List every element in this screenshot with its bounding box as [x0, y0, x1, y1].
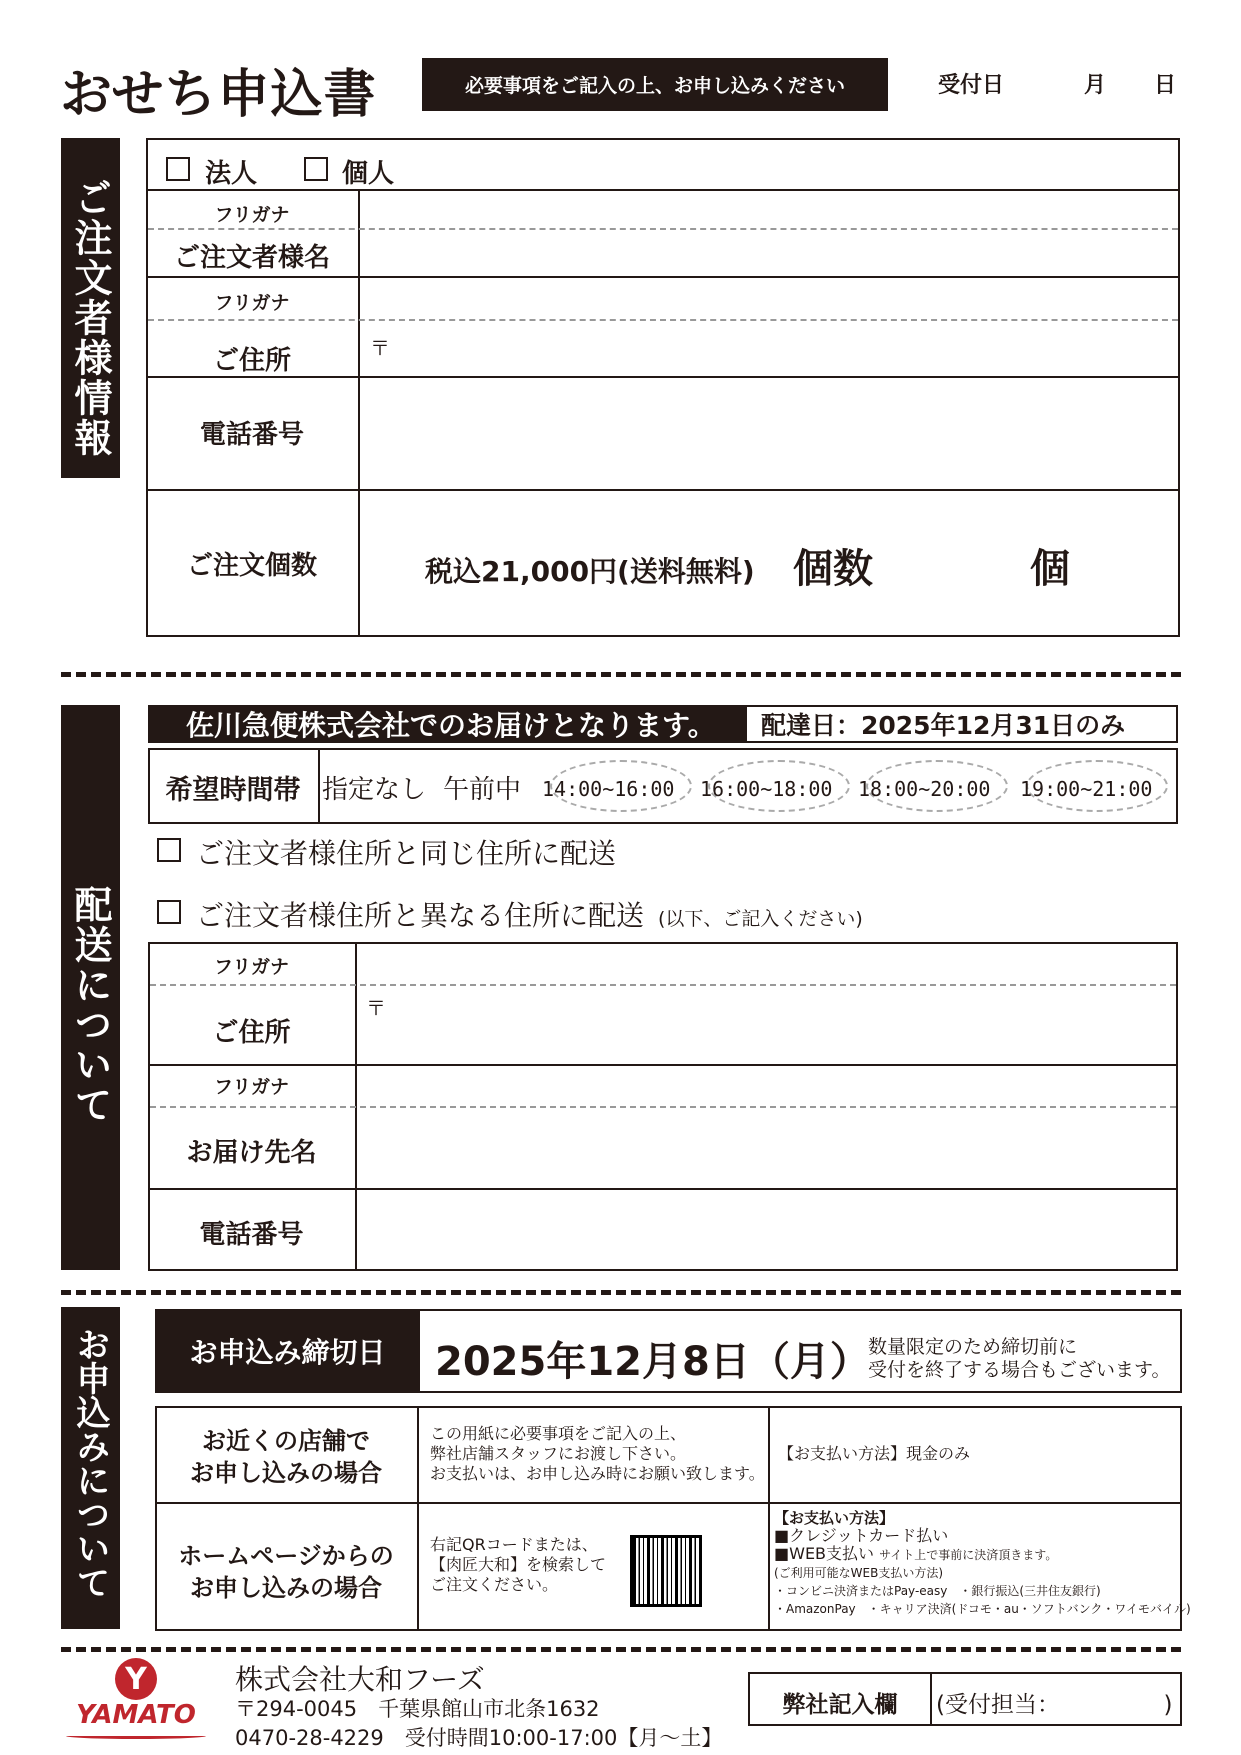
store-description	[430, 1424, 765, 1484]
delivery-phone-field[interactable]	[357, 1190, 1176, 1269]
logo-icon: Y	[115, 1658, 157, 1700]
store-label-line-2: お申し込みの場合	[190, 1459, 382, 1487]
name-furigana-field[interactable]	[360, 191, 1178, 227]
deadline-label: お申込み締切日	[155, 1309, 420, 1393]
logo-text: YAMATO	[76, 1700, 196, 1730]
store-payment: 【お支払い方法】現金のみ	[778, 1444, 971, 1463]
web-pay-methods-2: ・AmazonPay ・キャリア決済(ドコモ・au・ソフトバンク・ワイモバイル)	[774, 1602, 1191, 1616]
deadline-note-2: 受付を終了する場合もございます。	[868, 1359, 1171, 1381]
delivery-furigana-label: フリガナ	[213, 956, 290, 978]
web-description	[430, 1535, 606, 1595]
address-furigana-label: フリガナ	[214, 292, 290, 314]
company-address: 〒294-0045 千葉県館山市北条1632	[235, 1697, 600, 1721]
quantity-unit: 個	[1030, 546, 1070, 592]
web-pay-web: ■WEB支払い	[774, 1544, 875, 1563]
delivery-address-field[interactable]	[357, 986, 1176, 1063]
delivery-address-label: ご住所	[212, 1018, 291, 1048]
web-desc-line-1: 右記QRコードまたは、	[430, 1535, 598, 1554]
time-option-14-16[interactable]: 14:00~16:00	[542, 777, 675, 801]
company-phone: 0470-28-4229 受付時間10:00-17:00【月～土】	[235, 1726, 723, 1750]
customer-address-label: ご住所	[212, 346, 291, 376]
dest-furigana-label: フリガナ	[213, 1076, 290, 1098]
different-address-note: (以下、ご記入ください)	[658, 908, 863, 930]
month-label: 月	[1084, 73, 1107, 98]
day-label: 日	[1154, 73, 1177, 98]
web-label-line-1: ホームページからの	[178, 1542, 394, 1570]
customer-address-field[interactable]	[360, 321, 1178, 375]
web-pay-methods-title: (ご利用可能なWEB支払い方法)	[774, 1566, 944, 1580]
time-option-19-21[interactable]: 19:00~21:00	[1020, 777, 1153, 801]
different-address-label: ご注文者様住所と異なる住所に配送	[196, 899, 645, 932]
received-date-label: 受付日	[938, 73, 1005, 98]
logo-swoosh	[66, 1733, 206, 1739]
web-pay-credit: ■クレジットカード払い	[774, 1526, 949, 1545]
store-label-line-1: お近くの店舗で	[202, 1427, 370, 1455]
web-pay-methods-1: ・コンビニ決済またはPay-easy ・銀行振込(三井住友銀行)	[774, 1584, 1101, 1598]
time-slot-label: 希望時間帯	[165, 775, 301, 806]
delivery-postal-mark: 〒	[366, 996, 386, 1020]
application-tab: お申込みについて	[61, 1307, 120, 1629]
individual-checkbox[interactable]	[304, 157, 328, 181]
web-method-label	[157, 1540, 415, 1604]
corporate-label: 法人	[205, 159, 258, 189]
customer-info-tab: ご注文者様情報	[61, 138, 120, 478]
web-pay-web-note: サイト上で事前に決済頂きます。	[879, 1548, 1058, 1562]
web-desc-line-2: 【肉匠大和】を検索して	[430, 1555, 607, 1574]
notice-banner: 必要事項をご記入の上、お申し込みください	[422, 58, 888, 111]
web-payment-info	[774, 1509, 1191, 1618]
postal-mark: 〒	[370, 336, 390, 360]
time-option-none[interactable]: 指定なし	[322, 775, 427, 805]
store-method-label	[157, 1425, 415, 1489]
customer-name-field[interactable]	[360, 230, 1178, 275]
order-quantity-label: ご注文個数	[186, 551, 317, 581]
store-desc-line-2: 弊社店舗スタッフにお渡し下さい。	[430, 1444, 687, 1463]
name-furigana-label: フリガナ	[214, 204, 290, 226]
web-pay-title: 【お支払い方法】	[774, 1509, 895, 1527]
corporate-checkbox[interactable]	[166, 157, 190, 181]
store-desc-line-1: この用紙に必要事項をご記入の上、	[430, 1424, 687, 1443]
quantity-word: 個数	[793, 546, 873, 592]
customer-phone-label: 電話番号	[199, 420, 304, 450]
different-address-checkbox[interactable]	[157, 900, 181, 924]
web-desc-line-3: ご注文ください。	[430, 1575, 559, 1594]
deadline-note-1: 数量限定のため締切前に	[868, 1336, 1078, 1358]
web-label-line-2: お申し込みの場合	[190, 1574, 382, 1602]
destination-name-label: お届け先名	[186, 1138, 317, 1168]
delivery-date-box: 配達日：2025年12月31日のみ	[745, 705, 1178, 743]
time-option-16-18[interactable]: 16:00~18:00	[700, 777, 833, 801]
deadline-date: 2025年12月8日（月）	[435, 1339, 870, 1385]
page-title: おせち申込書	[60, 65, 377, 125]
delivery-phone-label: 電話番号	[199, 1220, 304, 1250]
qr-code[interactable]	[630, 1535, 702, 1607]
company-name: 株式会社大和フーズ	[235, 1663, 485, 1696]
destination-name-field[interactable]	[357, 1108, 1176, 1187]
same-address-checkbox[interactable]	[157, 838, 181, 862]
time-option-18-20[interactable]: 18:00~20:00	[858, 777, 991, 801]
office-use-field[interactable]: (受付担当： )	[936, 1692, 1173, 1718]
time-option-morning[interactable]: 午前中	[443, 775, 522, 805]
price-text: 税込21,000円(送料無料)	[425, 555, 755, 588]
customer-name-label: ご注文者様名	[173, 243, 330, 273]
quantity-field[interactable]	[885, 530, 1015, 590]
same-address-label: ご注文者様住所と同じ住所に配送	[196, 837, 617, 870]
customer-phone-field[interactable]	[360, 378, 1178, 488]
individual-label: 個人	[342, 159, 395, 189]
store-desc-line-3: お支払いは、お申し込み時にお願い致します。	[430, 1464, 765, 1483]
delivery-tab: 配送について	[61, 705, 120, 1270]
office-use-label: 弊社記入欄	[782, 1692, 898, 1718]
carrier-banner: 佐川急便株式会社でのお届けとなります。	[148, 705, 745, 743]
